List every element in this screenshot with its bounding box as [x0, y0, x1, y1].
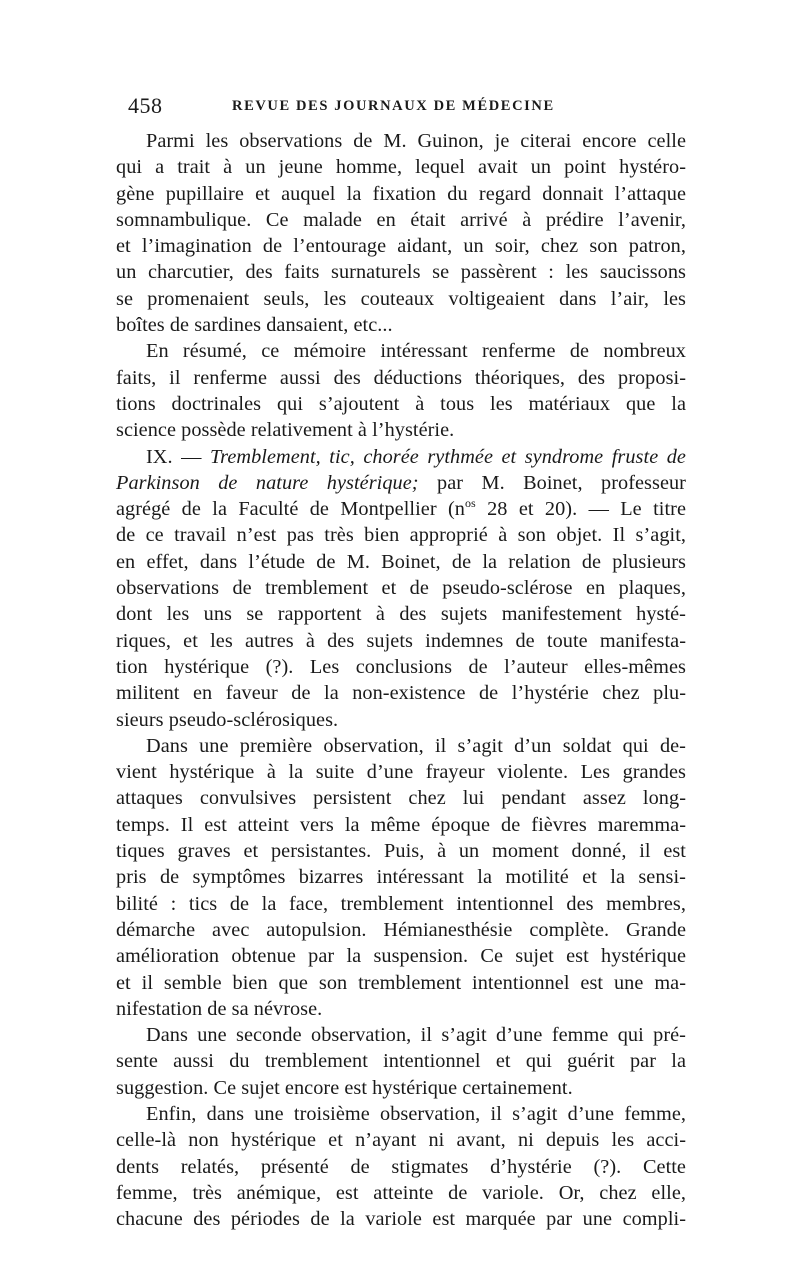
text-line: observations de tremblement et de pseudo-sclérose en plaques,	[116, 577, 686, 600]
text-line: démarche avec autopulsion. Hémianesthésie complète. Grande	[116, 918, 686, 941]
section-paragraph	[116, 444, 686, 733]
text-line: dents relatés, présenté de stigmates d’hystérie (?). Cette	[116, 1155, 686, 1178]
paragraph	[116, 1022, 686, 1101]
page-number: 458	[128, 93, 163, 118]
text-line: un charcutier, des faits surnaturels se passèrent : les saucissons	[116, 261, 686, 284]
text-line: gène pupillaire et auquel la fixation du regard donnait l’attaque	[116, 182, 686, 205]
paragraph	[116, 733, 686, 1022]
text-line: somnambulique. Ce malade en était arrivé à prédire l’avenir,	[116, 208, 686, 231]
affiliation-text: agrégé de la Faculté de Montpellier (n	[116, 498, 465, 521]
text-line: se promenaient seuls, les couteaux voltigeaient dans l’air, les	[116, 287, 686, 310]
text-line: en effet, dans l’étude de M. Boinet, de la relation de plusieurs	[116, 550, 686, 573]
paragraph	[116, 338, 686, 443]
paragraph	[116, 1101, 686, 1232]
section-heading-line	[116, 444, 686, 470]
text-line: militent en faveur de la non-existence de l’hystérie chez plu-	[116, 682, 686, 705]
text-line: celle-là non hystérique et n’ayant ni avant, ni depuis les acci-	[116, 1129, 686, 1152]
text-line: amélioration obtenue par la suspension. Ce sujet est hystérique	[116, 945, 686, 968]
text-line: femme, très anémique, est atteinte de variole. Or, chez elle,	[116, 1181, 686, 1204]
text-line: sieurs pseudo-sclérosiques.	[116, 708, 339, 731]
issue-reference: 28 et 20). — Le titre	[475, 498, 686, 521]
page-header	[128, 93, 682, 119]
article-title: Tremblement, tic, chorée rythmée et syndrome fruste de	[209, 445, 686, 468]
text-line: Dans une seconde observation, il s’agit d’une femme qui pré-	[146, 1024, 686, 1047]
text-line: sente aussi du tremblement intentionnel et qui guérit par la	[116, 1050, 686, 1073]
text-line: nifestation de sa névrose.	[116, 997, 323, 1020]
number-abbrev-superscript: os	[464, 496, 476, 511]
text-line: de ce travail n’est pas très bien approprié à son objet. Il s’agit,	[116, 524, 686, 547]
running-title: REVUE DES JOURNAUX DE MÉDECINE	[232, 98, 555, 114]
article-title-continued: Parkinson de nature hystérique;	[116, 471, 419, 494]
text-line: et l’imagination de l’entourage aidant, un soir, chez son patron,	[116, 235, 686, 258]
text-line	[116, 496, 686, 522]
text-line: et il semble bien que son tremblement intentionnel est une ma-	[116, 971, 686, 994]
text-line: dont les uns se rapportent à des sujets manifestement hysté-	[116, 603, 686, 626]
text-line: tiques graves et persistantes. Puis, à un moment donné, il est	[116, 840, 686, 863]
text-line: vient hystérique à la suite d’une frayeur violente. Les grandes	[116, 761, 686, 784]
text-line: Enfin, dans une troisième observation, il s’agit d’une femme,	[146, 1102, 686, 1125]
text-line: attaques convulsives persistent chez lui pendant assez long-	[116, 787, 686, 810]
text-line: chacune des périodes de la variole est marquée par une compli-	[116, 1208, 686, 1231]
text-line: tions doctrinales qui s’ajoutent à tous les matériaux que la	[116, 392, 686, 415]
text-line: temps. Il est atteint vers la même époque de fièvres maremma-	[116, 813, 686, 836]
text-line: riques, et les autres à des sujets indemnes de toute manifesta-	[116, 629, 686, 652]
text-line: En résumé, ce mémoire intéressant renferme de nombreux	[146, 340, 686, 363]
paragraph	[116, 128, 686, 338]
text-line: bilité : tics de la face, tremblement intentionnel des membres,	[116, 892, 686, 915]
author-text: par M. Boinet, professeur	[418, 471, 686, 494]
text-line: tion hystérique (?). Les conclusions de l’auteur elles-mêmes	[116, 655, 686, 678]
section-numeral: IX. —	[146, 445, 210, 468]
text-line: faits, il renferme aussi des déductions théoriques, des proposi-	[116, 366, 686, 389]
text-line: science possède relativement à l’hystérie.	[116, 419, 455, 442]
text-line: suggestion. Ce sujet encore est hystérique certainement.	[116, 1076, 573, 1099]
text-line: qui a trait à un jeune homme, lequel avait un point hystéro-	[116, 156, 686, 179]
text-line	[116, 470, 686, 496]
text-line: Dans une première observation, il s’agit d’un soldat qui de-	[146, 734, 686, 757]
text-line: Parmi les observations de M. Guinon, je citerai encore celle	[146, 130, 686, 152]
text-line: pris de symptômes bizarres intéressant la motilité et la sensi-	[116, 866, 686, 889]
text-line: boîtes de sardines dansaient, etc...	[116, 314, 393, 337]
page-body	[116, 128, 686, 1232]
